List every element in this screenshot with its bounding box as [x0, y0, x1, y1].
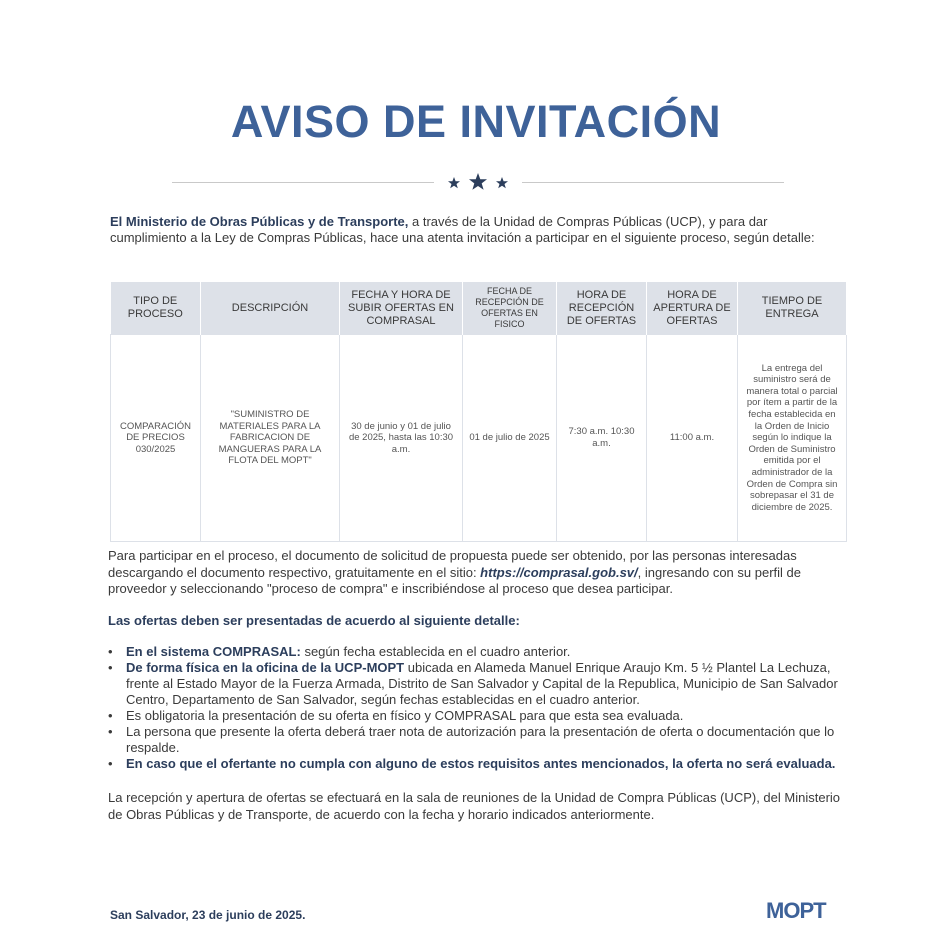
bullet-4-text: La persona que presente la oferta deberá traer nota de autorización para la presentación de oferta o documentación que lo respalde.: [126, 724, 835, 755]
divider-line-left: [172, 182, 434, 183]
cell-tiempo-entrega: La entrega del suministro será de manera total o parcial por ítem a partir de la fecha establecida en la Orden de Inicio según lo indique la Orden de Suministro emitida por el administrador de la Orden de Compra sin sobrepasar el 31 de diciembre de 2025.: [738, 335, 847, 542]
page-title: AVISO DE INVITACIÓN: [230, 96, 722, 147]
cell-fecha-subir: 30 de junio y 01 de julio de 2025, hasta las 10:30 a.m.: [340, 335, 463, 542]
bullet-2-text: ubicada en Alameda Manuel Enrique Araujo Km. 5 ½ Plantel La Lechuza, frente al Estado Mayor de la Fuerza Armada, Distrito de San Salvador y Capital de la Republica, Municipio de San Salvador Centro, Departamento de San Salvador, según fechas establecidas en el cuadro anterior.: [126, 660, 838, 707]
list-item: [108, 660, 844, 708]
mopt-logo: MOPT: [766, 898, 826, 923]
table-header-row: [111, 282, 847, 335]
cell-descripcion: "SUMINISTRO DE MATERIALES PARA LA FABRICACION DE MANGUERAS PARA LA FLOTA DEL MOPT": [201, 335, 340, 542]
cell-tipo: COMPARACIÓN DE PRECIOS 030/2025: [111, 335, 201, 542]
cell-fecha-recepcion: 01 de julio de 2025: [463, 335, 557, 542]
title-divider: [172, 172, 784, 194]
table-row: [111, 335, 847, 542]
cell-hora-recepcion: 7:30 a.m. 10:30 a.m.: [557, 335, 647, 542]
col-header-hora-recepcion: HORA DE RECEPCIÓN DE OFERTAS: [557, 282, 647, 335]
list-item: [108, 756, 844, 772]
col-header-tipo: TIPO DE PROCESO: [111, 282, 201, 335]
bullet-5-bold: En caso que el ofertante no cumpla con alguno de estos requisitos antes mencionados, la oferta no será evaluada.: [126, 756, 836, 771]
cell-hora-apertura: 11:00 a.m.: [647, 335, 738, 542]
participation-paragraph: [108, 548, 844, 598]
bullet-2-bold: De forma física en la oficina de la UCP-MOPT: [126, 660, 405, 675]
col-header-tiempo-entrega: TIEMPO DE ENTREGA: [738, 282, 847, 335]
col-header-descripcion: DESCRIPCIÓN: [201, 282, 340, 335]
col-header-fecha-recepcion: FECHA DE RECEPCIÓN DE OFERTAS EN FISICO: [463, 282, 557, 335]
list-item: [108, 724, 844, 756]
closing-paragraph: La recepción y apertura de ofertas se efectuará en la sala de reuniones de la Unidad de Compra Públicas (UCP), del Ministerio de Obras Públicas y de Transporte, de acuerdo con la fecha y horario indicados anteriormente.: [108, 790, 841, 822]
list-item: [108, 708, 844, 724]
requirements-list: [108, 644, 844, 772]
bullet-1-text: según fecha establecida en el cuadro anterior.: [300, 644, 571, 659]
process-table: [110, 282, 847, 542]
footer-date: San Salvador, 23 de junio de 2025.: [110, 908, 306, 922]
intro-paragraph: [110, 214, 840, 246]
comprasal-link[interactable]: https://comprasal.gob.sv/: [480, 564, 638, 580]
col-header-hora-apertura: HORA DE APERTURA DE OFERTAS: [647, 282, 738, 335]
offers-heading: Las ofertas deben ser presentadas de acuerdo al siguiente detalle:: [108, 613, 520, 628]
bullet-1-bold: En el sistema COMPRASAL:: [126, 644, 301, 659]
list-item: [108, 644, 844, 660]
participation-text-after: , ingresando con su perfil de proveedor y seleccionando "proceso de compra" e inscribiéndose al proceso que desea participar.: [108, 564, 801, 596]
bullet-3-text: Es obligatoria la presentación de su oferta en físico y COMPRASAL para que esta sea evaluada.: [126, 708, 684, 723]
stars-icon: [446, 172, 510, 194]
intro-rest: a través de la Unidad de Compras Públicas (UCP), y para dar cumplimiento a la Ley de Compras Públicas, hace una atenta invitación a participar en el siguiente proceso, según detalle:: [110, 214, 815, 245]
divider-line-right: [522, 182, 784, 183]
intro-lead: El Ministerio de Obras Públicas y de Transporte,: [110, 214, 409, 229]
participation-text-before: Para participar en el proceso, el documento de solicitud de propuesta puede ser obtenido, por las personas interesadas descargando el documento respectivo, gratuitamente en el sitio:: [108, 548, 797, 580]
col-header-fecha-subir: FECHA Y HORA DE SUBIR OFERTAS EN COMPRASAL: [340, 282, 463, 335]
